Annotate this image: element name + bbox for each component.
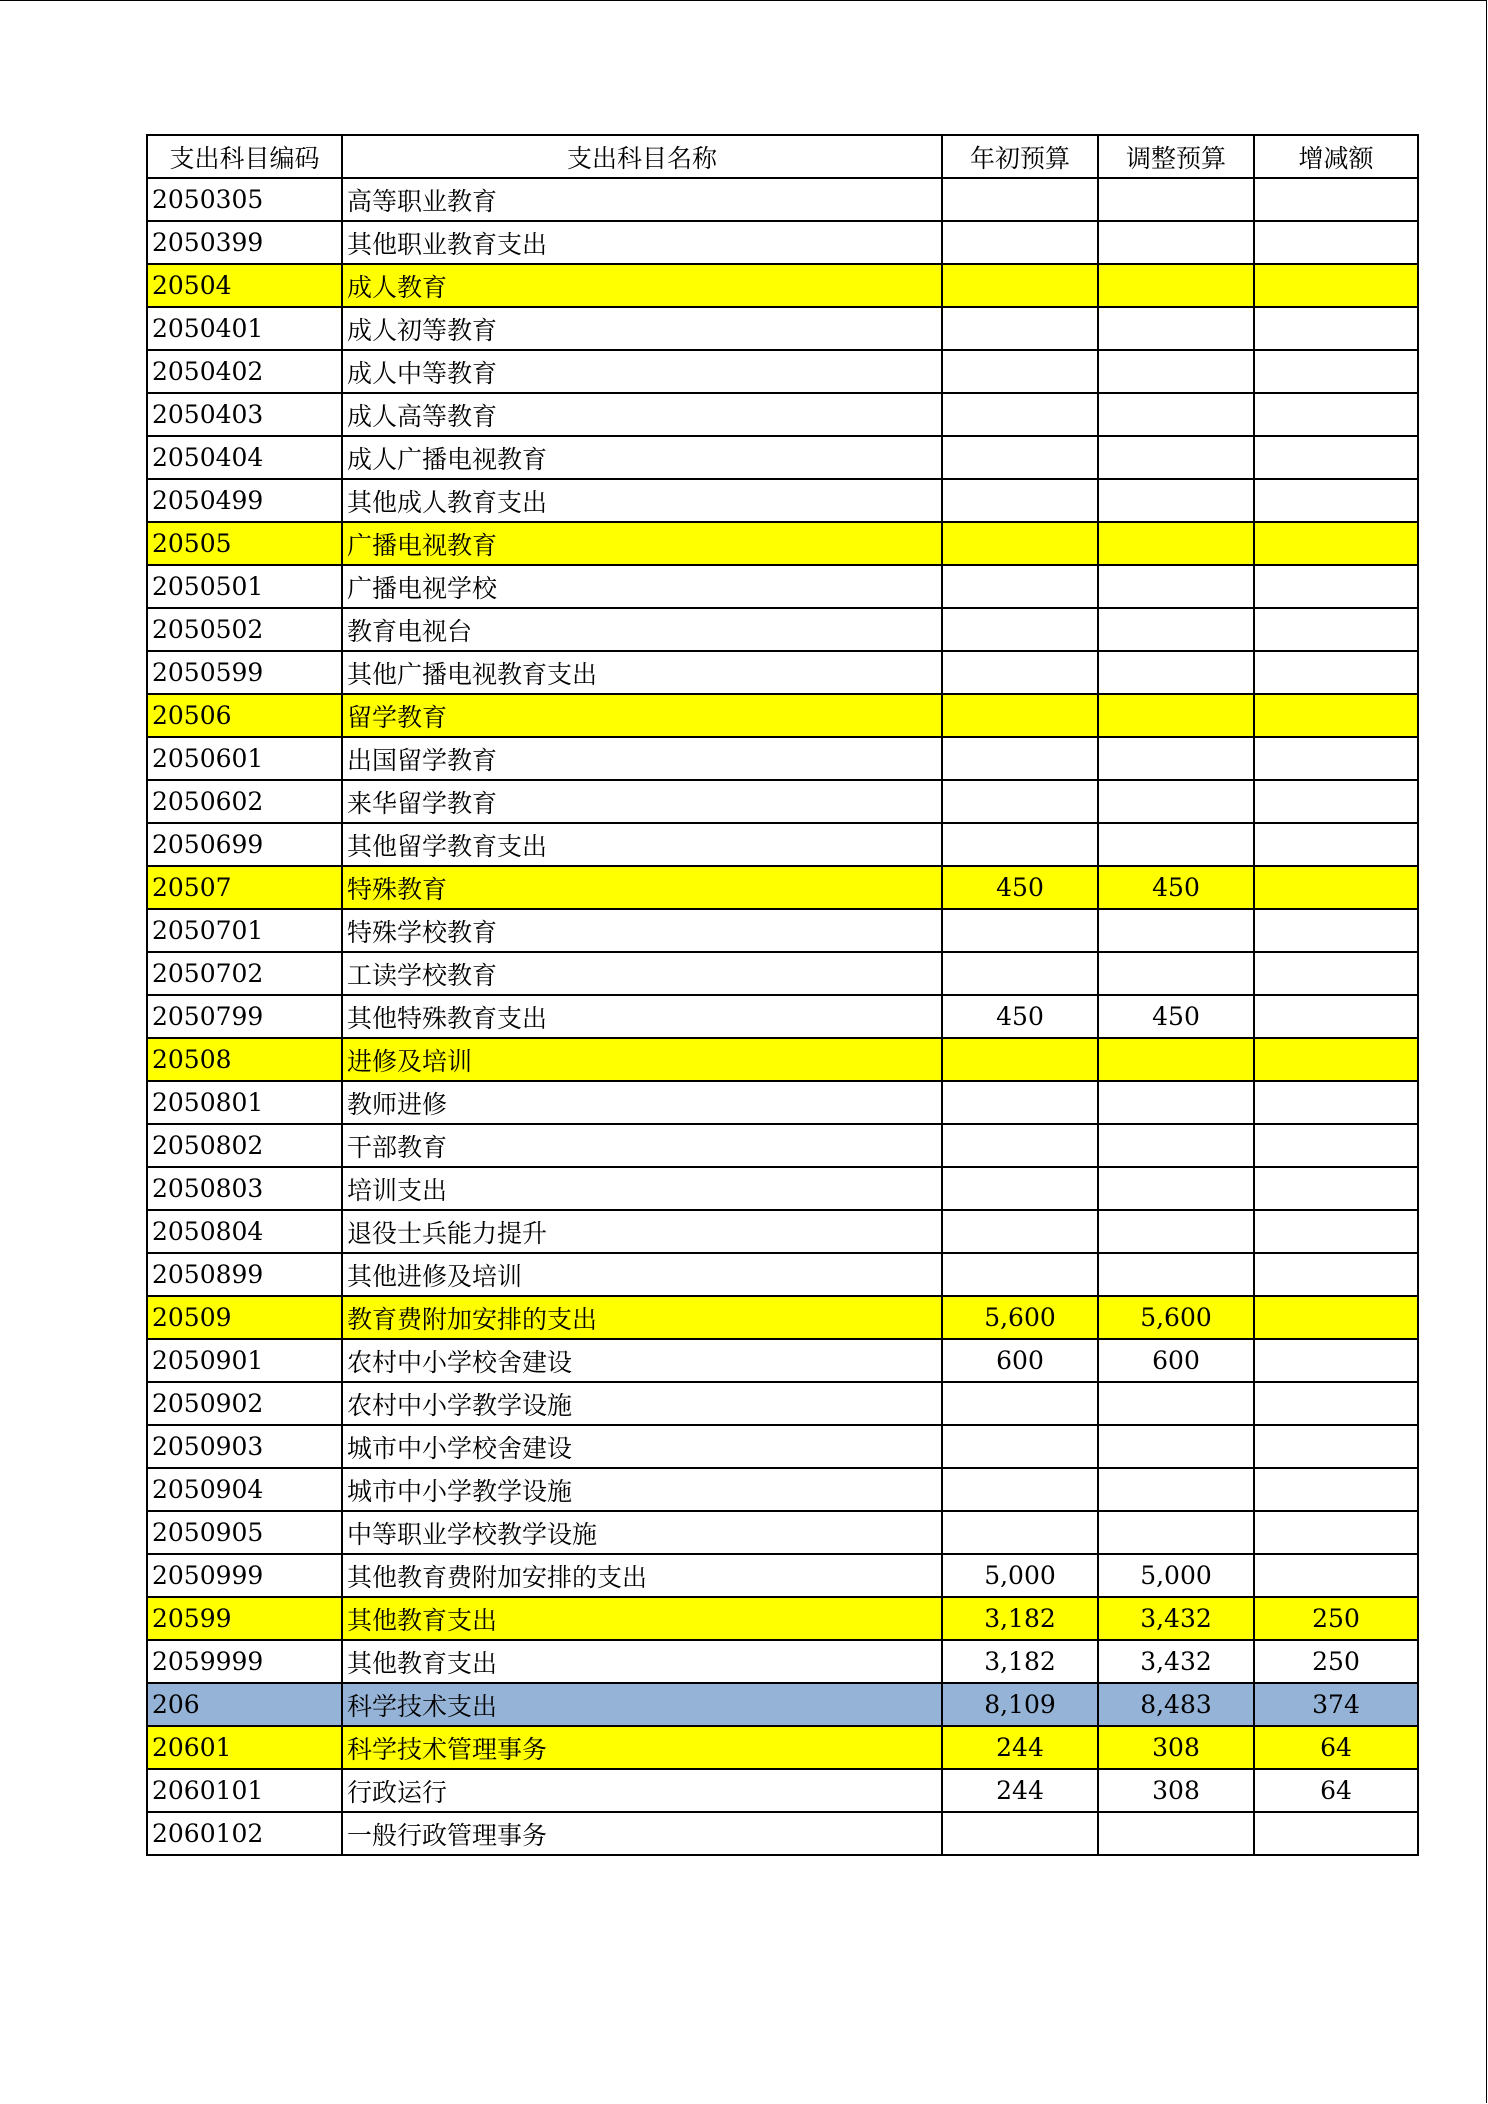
cell-initial-budget[interactable] xyxy=(942,522,1098,565)
cell-change[interactable] xyxy=(1254,1081,1418,1124)
cell-name[interactable]: 来华留学教育 xyxy=(342,780,942,823)
header-change: 增减额 xyxy=(1254,135,1418,178)
cell-name[interactable]: 农村中小学教学设施 xyxy=(342,1382,942,1425)
cell-code[interactable]: 2050804 xyxy=(147,1210,342,1253)
cell-initial-budget[interactable] xyxy=(942,1382,1098,1425)
cell-code[interactable]: 2050601 xyxy=(147,737,342,780)
cell-code[interactable]: 2050801 xyxy=(147,1081,342,1124)
cell-name[interactable]: 退役士兵能力提升 xyxy=(342,1210,942,1253)
table-row xyxy=(147,1382,1418,1425)
table-row xyxy=(147,952,1418,995)
table-row xyxy=(147,1597,1418,1640)
cell-initial-budget[interactable] xyxy=(942,479,1098,522)
cell-change[interactable] xyxy=(1254,565,1418,608)
cell-change[interactable] xyxy=(1254,608,1418,651)
table-row xyxy=(147,651,1418,694)
cell-adjusted-budget[interactable] xyxy=(1098,350,1254,393)
cell-code[interactable]: 20599 xyxy=(147,1597,342,1640)
cell-code[interactable]: 2050702 xyxy=(147,952,342,995)
cell-name[interactable]: 其他教育费附加安排的支出 xyxy=(342,1554,942,1597)
cell-code[interactable]: 2050999 xyxy=(147,1554,342,1597)
table-row xyxy=(147,221,1418,264)
cell-change[interactable] xyxy=(1254,995,1418,1038)
table-row xyxy=(147,1683,1418,1726)
table-row xyxy=(147,1339,1418,1382)
cell-name[interactable]: 留学教育 xyxy=(342,694,942,737)
cell-name[interactable]: 其他特殊教育支出 xyxy=(342,995,942,1038)
table-row xyxy=(147,1726,1418,1769)
table-row xyxy=(147,1511,1418,1554)
table-row xyxy=(147,1468,1418,1511)
table-row xyxy=(147,1253,1418,1296)
cell-name[interactable]: 广播电视学校 xyxy=(342,565,942,608)
cell-initial-budget[interactable]: 600 xyxy=(942,1339,1098,1382)
cell-name[interactable]: 城市中小学教学设施 xyxy=(342,1468,942,1511)
cell-change[interactable] xyxy=(1254,1554,1418,1597)
cell-code[interactable]: 2050901 xyxy=(147,1339,342,1382)
cell-change[interactable]: 250 xyxy=(1254,1597,1418,1640)
cell-change[interactable]: 64 xyxy=(1254,1769,1418,1812)
cell-change[interactable] xyxy=(1254,1425,1418,1468)
cell-adjusted-budget[interactable] xyxy=(1098,694,1254,737)
cell-code[interactable]: 2050403 xyxy=(147,393,342,436)
cell-initial-budget[interactable] xyxy=(942,307,1098,350)
cell-adjusted-budget[interactable] xyxy=(1098,651,1254,694)
cell-initial-budget[interactable]: 244 xyxy=(942,1726,1098,1769)
cell-name[interactable]: 特殊学校教育 xyxy=(342,909,942,952)
cell-initial-budget[interactable] xyxy=(942,264,1098,307)
cell-code[interactable]: 20505 xyxy=(147,522,342,565)
cell-initial-budget[interactable] xyxy=(942,1124,1098,1167)
cell-adjusted-budget[interactable]: 308 xyxy=(1098,1726,1254,1769)
cell-change[interactable] xyxy=(1254,1124,1418,1167)
table-row xyxy=(147,1210,1418,1253)
cell-code[interactable]: 2050602 xyxy=(147,780,342,823)
cell-code[interactable]: 20601 xyxy=(147,1726,342,1769)
cell-name[interactable]: 行政运行 xyxy=(342,1769,942,1812)
cell-code[interactable]: 2050502 xyxy=(147,608,342,651)
cell-code[interactable]: 20508 xyxy=(147,1038,342,1081)
cell-initial-budget[interactable]: 3,182 xyxy=(942,1597,1098,1640)
cell-initial-budget[interactable] xyxy=(942,178,1098,221)
cell-change[interactable] xyxy=(1254,651,1418,694)
cell-code[interactable]: 2060101 xyxy=(147,1769,342,1812)
cell-initial-budget[interactable] xyxy=(942,1468,1098,1511)
cell-adjusted-budget[interactable] xyxy=(1098,1124,1254,1167)
table-row xyxy=(147,694,1418,737)
header-code: 支出科目编码 xyxy=(147,135,342,178)
cell-initial-budget[interactable] xyxy=(942,952,1098,995)
table-header xyxy=(147,135,1418,178)
cell-adjusted-budget[interactable] xyxy=(1098,178,1254,221)
cell-adjusted-budget[interactable] xyxy=(1098,1425,1254,1468)
cell-name[interactable]: 成人中等教育 xyxy=(342,350,942,393)
cell-initial-budget[interactable] xyxy=(942,221,1098,264)
table-row xyxy=(147,995,1418,1038)
cell-name[interactable]: 其他广播电视教育支出 xyxy=(342,651,942,694)
cell-initial-budget[interactable] xyxy=(942,1038,1098,1081)
table-row xyxy=(147,780,1418,823)
cell-name[interactable]: 培训支出 xyxy=(342,1167,942,1210)
cell-adjusted-budget[interactable] xyxy=(1098,1511,1254,1554)
table-row xyxy=(147,1081,1418,1124)
cell-change[interactable]: 64 xyxy=(1254,1726,1418,1769)
cell-code[interactable]: 2050899 xyxy=(147,1253,342,1296)
table-row xyxy=(147,522,1418,565)
cell-initial-budget[interactable]: 5,000 xyxy=(942,1554,1098,1597)
cell-code[interactable]: 2050401 xyxy=(147,307,342,350)
table-row xyxy=(147,1425,1418,1468)
cell-adjusted-budget[interactable] xyxy=(1098,1253,1254,1296)
cell-adjusted-budget[interactable] xyxy=(1098,1210,1254,1253)
table-row xyxy=(147,307,1418,350)
cell-name[interactable]: 中等职业学校教学设施 xyxy=(342,1511,942,1554)
cell-change[interactable] xyxy=(1254,1339,1418,1382)
cell-initial-budget[interactable] xyxy=(942,565,1098,608)
cell-change[interactable] xyxy=(1254,1812,1418,1855)
cell-code[interactable]: 2050799 xyxy=(147,995,342,1038)
cell-adjusted-budget[interactable] xyxy=(1098,909,1254,952)
cell-name[interactable]: 其他进修及培训 xyxy=(342,1253,942,1296)
cell-change[interactable] xyxy=(1254,823,1418,866)
table-row xyxy=(147,608,1418,651)
cell-change[interactable] xyxy=(1254,780,1418,823)
cell-code[interactable]: 2060102 xyxy=(147,1812,342,1855)
cell-initial-budget[interactable]: 5,600 xyxy=(942,1296,1098,1339)
cell-initial-budget[interactable] xyxy=(942,651,1098,694)
cell-adjusted-budget[interactable] xyxy=(1098,1468,1254,1511)
cell-code[interactable]: 2050699 xyxy=(147,823,342,866)
cell-code[interactable]: 2050399 xyxy=(147,221,342,264)
cell-name[interactable]: 其他职业教育支出 xyxy=(342,221,942,264)
cell-initial-budget[interactable] xyxy=(942,393,1098,436)
table-row xyxy=(147,436,1418,479)
cell-change[interactable] xyxy=(1254,1038,1418,1081)
cell-adjusted-budget[interactable]: 600 xyxy=(1098,1339,1254,1382)
cell-name[interactable]: 其他教育支出 xyxy=(342,1640,942,1683)
table-row xyxy=(147,823,1418,866)
cell-adjusted-budget[interactable]: 8,483 xyxy=(1098,1683,1254,1726)
cell-code[interactable]: 2050599 xyxy=(147,651,342,694)
cell-code[interactable]: 20504 xyxy=(147,264,342,307)
cell-change[interactable] xyxy=(1254,1210,1418,1253)
cell-initial-budget[interactable] xyxy=(942,608,1098,651)
cell-code[interactable]: 2050902 xyxy=(147,1382,342,1425)
cell-initial-budget[interactable] xyxy=(942,737,1098,780)
cell-name[interactable]: 高等职业教育 xyxy=(342,178,942,221)
table-row xyxy=(147,1769,1418,1812)
table-row xyxy=(147,565,1418,608)
cell-adjusted-budget[interactable]: 450 xyxy=(1098,995,1254,1038)
cell-adjusted-budget[interactable] xyxy=(1098,221,1254,264)
cell-adjusted-budget[interactable]: 5,600 xyxy=(1098,1296,1254,1339)
cell-adjusted-budget[interactable] xyxy=(1098,264,1254,307)
table-body xyxy=(147,178,1418,1855)
cell-code[interactable]: 2050905 xyxy=(147,1511,342,1554)
cell-adjusted-budget[interactable] xyxy=(1098,737,1254,780)
cell-adjusted-budget[interactable] xyxy=(1098,823,1254,866)
cell-name[interactable]: 科学技术支出 xyxy=(342,1683,942,1726)
cell-adjusted-budget[interactable] xyxy=(1098,780,1254,823)
cell-initial-budget[interactable] xyxy=(942,823,1098,866)
cell-adjusted-budget[interactable]: 3,432 xyxy=(1098,1597,1254,1640)
cell-change[interactable]: 374 xyxy=(1254,1683,1418,1726)
cell-name[interactable]: 干部教育 xyxy=(342,1124,942,1167)
cell-code[interactable]: 2059999 xyxy=(147,1640,342,1683)
cell-adjusted-budget[interactable] xyxy=(1098,1081,1254,1124)
cell-initial-budget[interactable]: 450 xyxy=(942,866,1098,909)
cell-code[interactable]: 206 xyxy=(147,1683,342,1726)
budget-sheet xyxy=(146,134,1419,1856)
cell-initial-budget[interactable]: 3,182 xyxy=(942,1640,1098,1683)
cell-name[interactable]: 其他留学教育支出 xyxy=(342,823,942,866)
cell-adjusted-budget[interactable] xyxy=(1098,307,1254,350)
table-row xyxy=(147,264,1418,307)
cell-change[interactable] xyxy=(1254,350,1418,393)
cell-name[interactable]: 科学技术管理事务 xyxy=(342,1726,942,1769)
cell-code[interactable]: 2050305 xyxy=(147,178,342,221)
header-name: 支出科目名称 xyxy=(342,135,942,178)
cell-name[interactable]: 成人广播电视教育 xyxy=(342,436,942,479)
table-row xyxy=(147,1124,1418,1167)
table-row xyxy=(147,1167,1418,1210)
cell-name[interactable]: 成人高等教育 xyxy=(342,393,942,436)
cell-initial-budget[interactable] xyxy=(942,436,1098,479)
cell-code[interactable]: 2050802 xyxy=(147,1124,342,1167)
cell-code[interactable]: 2050501 xyxy=(147,565,342,608)
cell-initial-budget[interactable] xyxy=(942,1511,1098,1554)
cell-name[interactable]: 广播电视教育 xyxy=(342,522,942,565)
cell-initial-budget[interactable] xyxy=(942,780,1098,823)
cell-change[interactable] xyxy=(1254,1511,1418,1554)
cell-name[interactable]: 城市中小学校舍建设 xyxy=(342,1425,942,1468)
cell-adjusted-budget[interactable]: 5,000 xyxy=(1098,1554,1254,1597)
cell-change[interactable] xyxy=(1254,178,1418,221)
cell-change[interactable] xyxy=(1254,264,1418,307)
cell-initial-budget[interactable] xyxy=(942,1210,1098,1253)
cell-change[interactable] xyxy=(1254,866,1418,909)
cell-name[interactable]: 一般行政管理事务 xyxy=(342,1812,942,1855)
cell-adjusted-budget[interactable] xyxy=(1098,565,1254,608)
cell-code[interactable]: 2050701 xyxy=(147,909,342,952)
cell-change[interactable] xyxy=(1254,221,1418,264)
cell-code[interactable]: 20506 xyxy=(147,694,342,737)
cell-change[interactable] xyxy=(1254,1167,1418,1210)
cell-adjusted-budget[interactable] xyxy=(1098,952,1254,995)
cell-adjusted-budget[interactable] xyxy=(1098,1167,1254,1210)
cell-name[interactable]: 成人初等教育 xyxy=(342,307,942,350)
header-initial-budget: 年初预算 xyxy=(942,135,1098,178)
cell-initial-budget[interactable] xyxy=(942,909,1098,952)
cell-change[interactable] xyxy=(1254,307,1418,350)
cell-change[interactable] xyxy=(1254,909,1418,952)
cell-code[interactable]: 2050904 xyxy=(147,1468,342,1511)
cell-name[interactable]: 农村中小学校舍建设 xyxy=(342,1339,942,1382)
cell-code[interactable]: 2050402 xyxy=(147,350,342,393)
cell-initial-budget[interactable] xyxy=(942,1425,1098,1468)
table-row xyxy=(147,1038,1418,1081)
cell-adjusted-budget[interactable] xyxy=(1098,479,1254,522)
cell-change[interactable] xyxy=(1254,1382,1418,1425)
cell-name[interactable]: 特殊教育 xyxy=(342,866,942,909)
cell-adjusted-budget[interactable]: 308 xyxy=(1098,1769,1254,1812)
cell-initial-budget[interactable]: 244 xyxy=(942,1769,1098,1812)
cell-adjusted-budget[interactable] xyxy=(1098,436,1254,479)
table-row xyxy=(147,1812,1418,1855)
cell-change[interactable] xyxy=(1254,522,1418,565)
table-row xyxy=(147,479,1418,522)
cell-change[interactable] xyxy=(1254,952,1418,995)
cell-initial-budget[interactable] xyxy=(942,1167,1098,1210)
cell-change[interactable] xyxy=(1254,393,1418,436)
cell-code[interactable]: 20507 xyxy=(147,866,342,909)
cell-initial-budget[interactable] xyxy=(942,1253,1098,1296)
cell-change[interactable] xyxy=(1254,479,1418,522)
cell-name[interactable]: 教育电视台 xyxy=(342,608,942,651)
header-row xyxy=(147,135,1418,178)
cell-change[interactable] xyxy=(1254,737,1418,780)
table-row xyxy=(147,1296,1418,1339)
table-row xyxy=(147,866,1418,909)
cell-name[interactable]: 成人教育 xyxy=(342,264,942,307)
cell-initial-budget[interactable] xyxy=(942,350,1098,393)
cell-change[interactable] xyxy=(1254,694,1418,737)
cell-name[interactable]: 出国留学教育 xyxy=(342,737,942,780)
table-row xyxy=(147,909,1418,952)
cell-adjusted-budget[interactable] xyxy=(1098,1038,1254,1081)
table-row xyxy=(147,350,1418,393)
cell-change[interactable] xyxy=(1254,436,1418,479)
cell-change[interactable] xyxy=(1254,1468,1418,1511)
cell-initial-budget[interactable]: 450 xyxy=(942,995,1098,1038)
table-row xyxy=(147,1554,1418,1597)
budget-table xyxy=(146,134,1419,1856)
table-row xyxy=(147,1640,1418,1683)
cell-name[interactable]: 其他教育支出 xyxy=(342,1597,942,1640)
cell-change[interactable]: 250 xyxy=(1254,1640,1418,1683)
cell-adjusted-budget[interactable] xyxy=(1098,393,1254,436)
cell-name[interactable]: 教师进修 xyxy=(342,1081,942,1124)
header-adjusted-budget: 调整预算 xyxy=(1098,135,1254,178)
cell-initial-budget[interactable] xyxy=(942,1081,1098,1124)
cell-adjusted-budget[interactable]: 450 xyxy=(1098,866,1254,909)
cell-adjusted-budget[interactable] xyxy=(1098,522,1254,565)
cell-code[interactable]: 2050903 xyxy=(147,1425,342,1468)
cell-adjusted-budget[interactable]: 3,432 xyxy=(1098,1640,1254,1683)
cell-adjusted-budget[interactable] xyxy=(1098,608,1254,651)
cell-name[interactable]: 教育费附加安排的支出 xyxy=(342,1296,942,1339)
cell-initial-budget[interactable] xyxy=(942,694,1098,737)
cell-code[interactable]: 20509 xyxy=(147,1296,342,1339)
cell-initial-budget[interactable] xyxy=(942,1812,1098,1855)
table-row xyxy=(147,178,1418,221)
cell-code[interactable]: 2050499 xyxy=(147,479,342,522)
cell-name[interactable]: 工读学校教育 xyxy=(342,952,942,995)
cell-code[interactable]: 2050803 xyxy=(147,1167,342,1210)
table-row xyxy=(147,393,1418,436)
cell-initial-budget[interactable]: 8,109 xyxy=(942,1683,1098,1726)
cell-change[interactable] xyxy=(1254,1253,1418,1296)
cell-name[interactable]: 其他成人教育支出 xyxy=(342,479,942,522)
cell-adjusted-budget[interactable] xyxy=(1098,1812,1254,1855)
cell-name[interactable]: 进修及培训 xyxy=(342,1038,942,1081)
table-row xyxy=(147,737,1418,780)
cell-adjusted-budget[interactable] xyxy=(1098,1382,1254,1425)
cell-change[interactable] xyxy=(1254,1296,1418,1339)
cell-code[interactable]: 2050404 xyxy=(147,436,342,479)
